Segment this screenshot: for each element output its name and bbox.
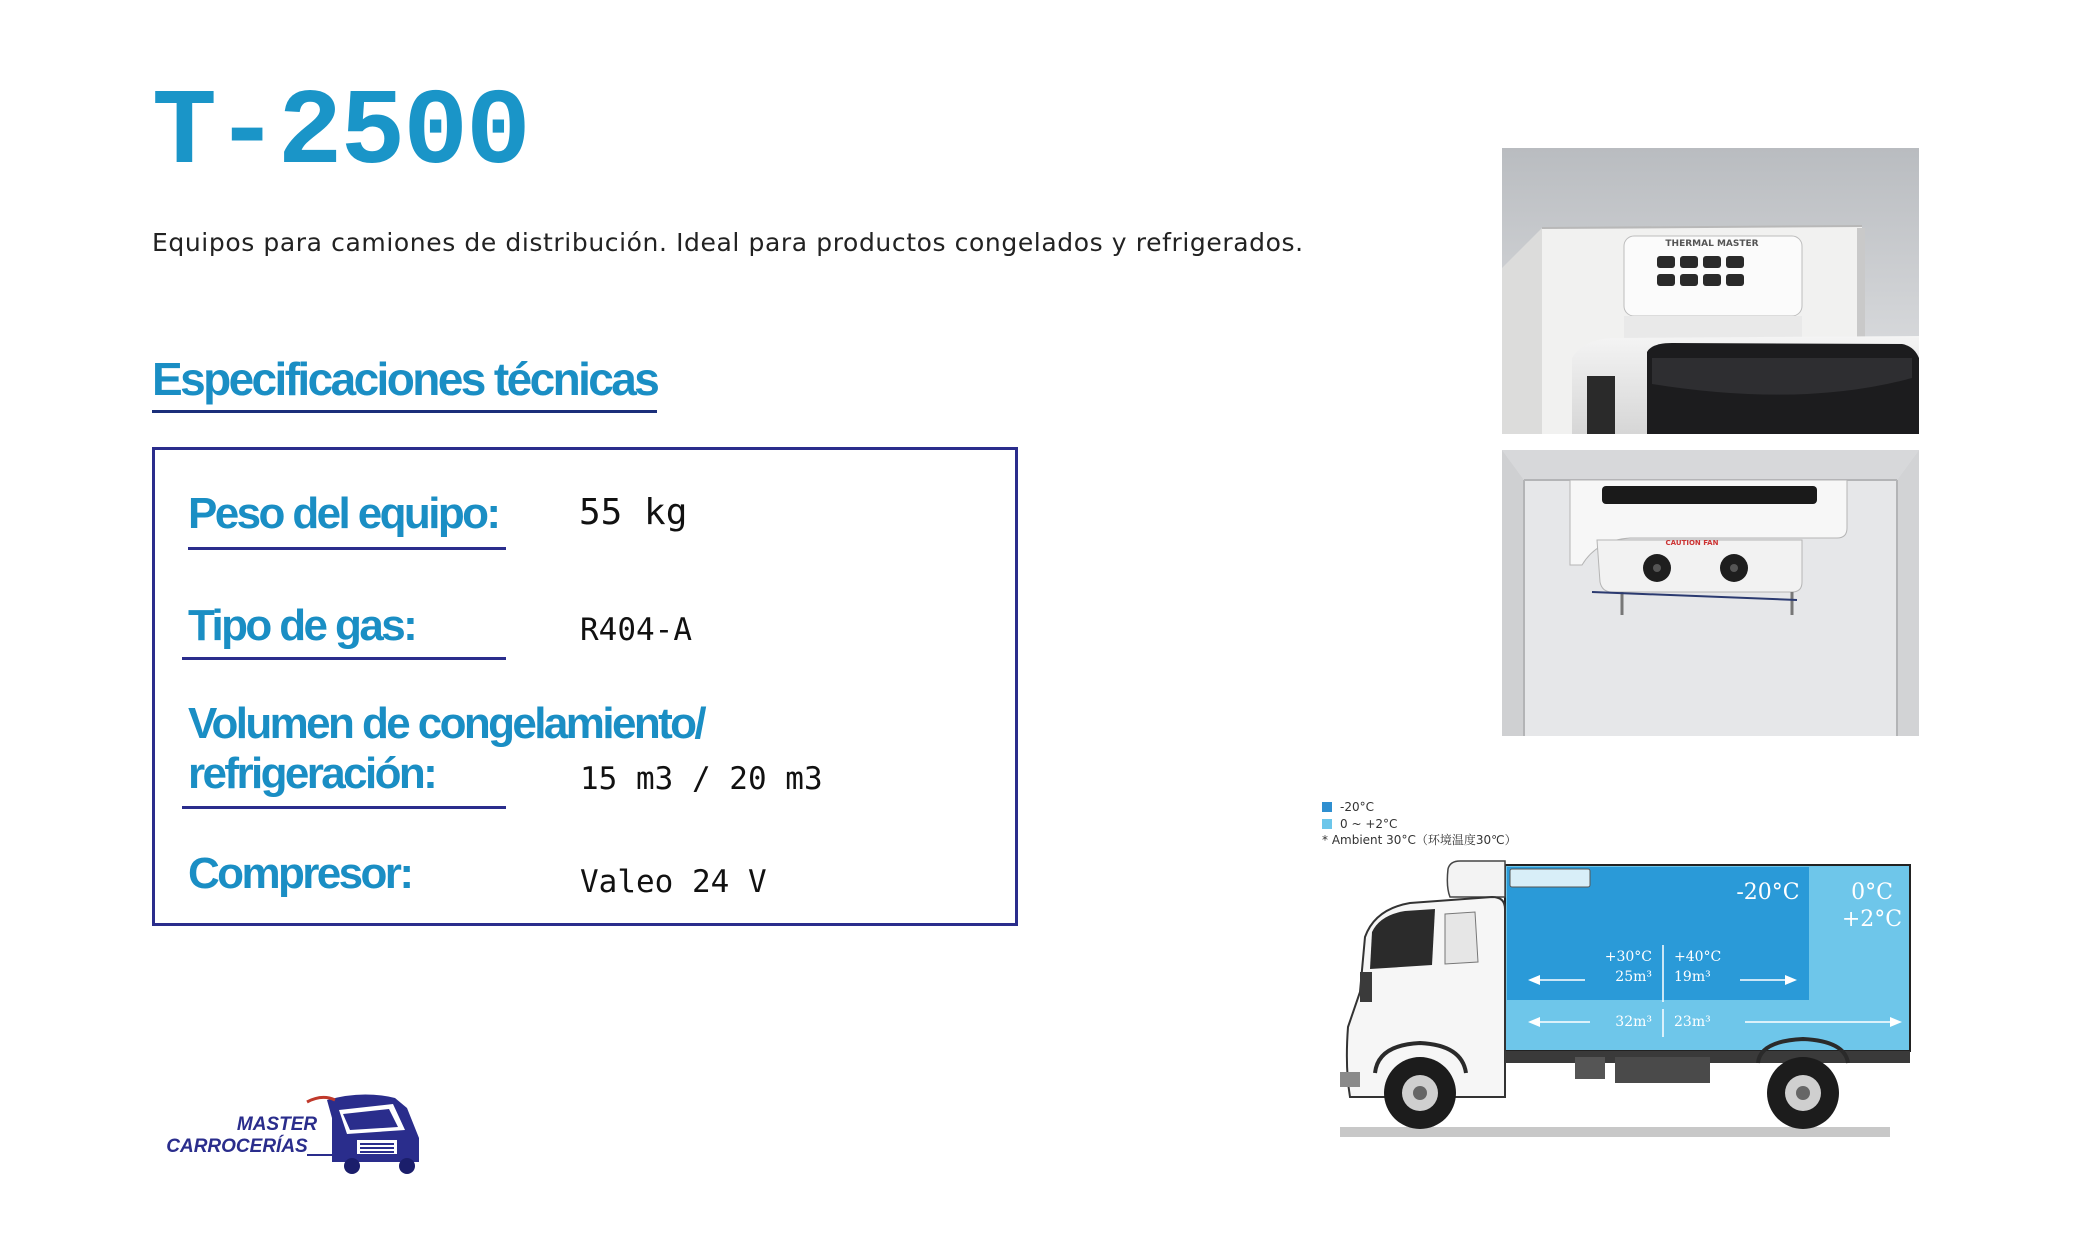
vol-low-2-label: 23m³ (1674, 1014, 1711, 1030)
zone-chill-temp-2: +2°C (1841, 907, 1903, 932)
truck-volume-diagram (1320, 797, 1920, 1147)
logo-text-line1: MASTER (236, 1114, 318, 1135)
spec-label-weight: Peso del equipo: (188, 489, 499, 538)
temp-30-label: +30°C (1604, 949, 1652, 965)
spec-underline-weight (188, 547, 506, 550)
legend-swatch-chill (1322, 819, 1332, 829)
page-subtitle: Equipos para camiones de distribución. Ideal para productos congelados y refrigerados. (152, 228, 1304, 257)
master-carrocerias-logo (157, 1090, 432, 1178)
vol-30-label: 25m³ (1615, 969, 1652, 985)
photo-evaporator (1502, 450, 1919, 736)
unit-brand-text: THERMAL MASTER (1665, 239, 1759, 249)
spec-value-gas: R404-A (580, 612, 692, 648)
zone-frozen-temp: -20°C (1736, 880, 1800, 905)
spec-underline-volume (182, 806, 506, 809)
vol-low-1-label: 32m³ (1615, 1014, 1652, 1030)
legend-label-chill: 0 ~ +2°C (1340, 817, 1398, 831)
temp-40-label: +40°C (1674, 949, 1722, 965)
spec-value-compressor: Valeo 24 V (580, 864, 767, 900)
fan-caution-text: CAUTION FAN (1665, 539, 1719, 547)
spec-value-volume: 15 m3 / 20 m3 (580, 761, 823, 797)
photo-roof-unit (1502, 148, 1919, 434)
spec-label-volume-line1: Volumen de congelamiento/ (188, 699, 705, 748)
ambient-note: * Ambient 30°C（环境温度30℃） (1322, 833, 1517, 847)
legend-label-frozen: -20°C (1340, 800, 1374, 814)
legend-swatch-frozen (1322, 802, 1332, 812)
spec-underline-gas (182, 657, 506, 660)
zone-chill-temp-1: 0°C (1851, 880, 1893, 905)
page-title: T-2500 (152, 73, 529, 195)
logo-text-line2: CARROCERÍAS (166, 1136, 308, 1157)
spec-box (152, 447, 1018, 926)
spec-label-gas: Tipo de gas: (188, 601, 416, 650)
spec-label-compressor: Compresor: (188, 849, 412, 898)
vol-40-label: 19m³ (1674, 969, 1711, 985)
spec-label-volume-line2: refrigeración: (188, 749, 436, 798)
section-title-specs: Especificaciones técnicas (152, 352, 657, 413)
spec-value-weight: 55 kg (579, 492, 688, 533)
